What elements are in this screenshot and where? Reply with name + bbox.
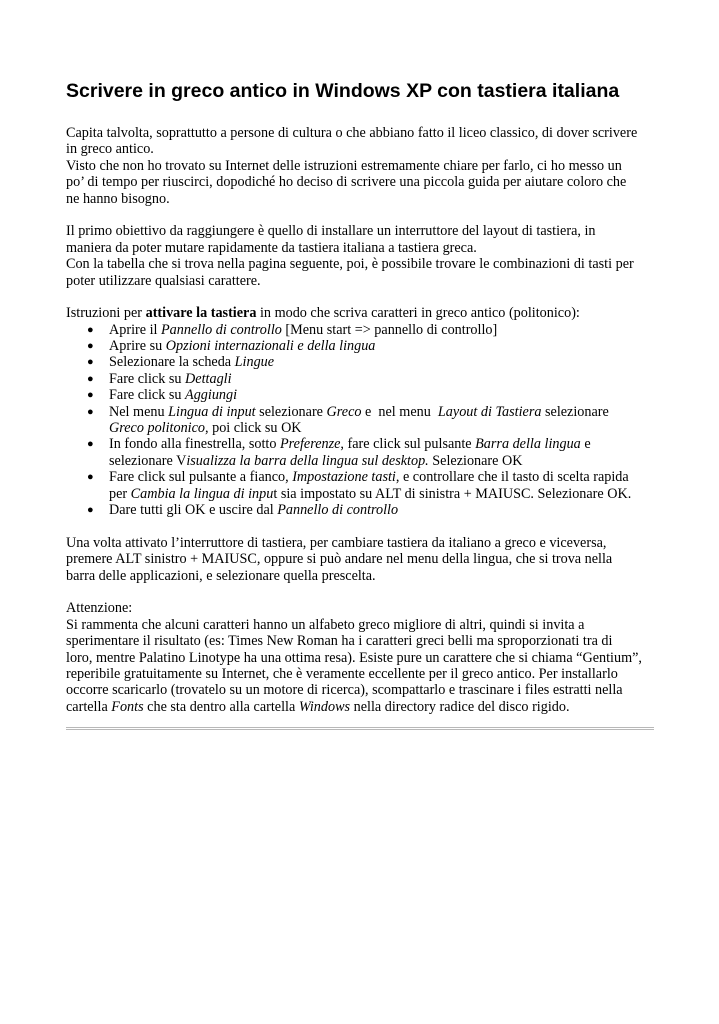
list-item: ● Dare tutti gli OK e uscire dal Pannello di controllo xyxy=(87,501,399,518)
text-line: Si rammenta che alcuni caratteri hanno un alfabeto greco migliore di altri, quindi si invita a xyxy=(66,616,585,633)
bullet-icon: ● xyxy=(87,503,94,516)
list-item: ● In fondo alla finestrella, sotto Preferenze, fare click sul pulsante Barra della lingua e selezionare Visualizza la barra della lingua sul desktop. Selezionare OK xyxy=(87,436,591,469)
list-item: ● Selezionare la scheda Lingue xyxy=(87,354,275,371)
intro-paragraph xyxy=(66,125,666,207)
horizontal-divider xyxy=(66,727,654,730)
steps-list xyxy=(66,322,666,519)
attention-heading: Attenzione: xyxy=(66,600,133,617)
text-line: po’ di tempo per riuscirci, dopodiché ho deciso di scrivere una piccola guida per aiutare coloro che xyxy=(66,174,627,191)
text-line: occorre scaricarlo (trovatelo su un motore di ricerca), scompattarlo e trascinare i files estratti nella xyxy=(66,682,623,699)
switch-usage-paragraph xyxy=(66,535,666,584)
bullet-icon: ● xyxy=(87,340,94,353)
text-line: in greco antico. xyxy=(66,141,154,158)
list-item: ● Fare click sul pulsante a fianco, Impostazione tasti, e controllare che il tasto di scelta rapida per Cambia la lingua di input sia impostato su ALT di sinistra + MAIUSC. Selezionare OK. xyxy=(87,469,632,502)
document-body xyxy=(66,125,666,730)
text-line: ne hanno bisogno. xyxy=(66,190,170,207)
text-line: reperibile gratuitamente su Internet, che è veramente eccellente per il greco antico. Per installarlo xyxy=(66,665,618,682)
text-line: loro, mentre Palatino Linotype ha una ottima resa). Esiste pure un carattere che si chiama “Gentium”, xyxy=(66,649,642,666)
list-item: ● Fare click su Aggiungi xyxy=(87,387,238,404)
text-line: poter utilizzare qualsiasi carattere. xyxy=(66,272,261,289)
instructions-intro: Istruzioni per attivare la tastiera in modo che scriva caratteri in greco antico (politonico): xyxy=(66,305,580,322)
list-item: ● Fare click su Dettagli xyxy=(87,370,232,387)
text-line: sperimentare il risultato (es: Times New Roman ha i caratteri greci belli ma sproporzionati tra di xyxy=(66,633,613,650)
list-item: ● Aprire su Opzioni internazionali e della lingua xyxy=(87,338,376,355)
attention-paragraph xyxy=(66,600,666,715)
bullet-icon: ● xyxy=(87,389,94,402)
bullet-icon: ● xyxy=(87,372,94,385)
list-item: ● Aprire il Pannello di controllo [Menu start => pannello di controllo] xyxy=(87,321,498,338)
text-line: Con la tabella che si trova nella pagina seguente, poi, è possibile trovare le combinazioni di tasti per xyxy=(66,256,634,273)
text-line: Capita talvolta, soprattutto a persone di cultura o che abbiano fatto il liceo classico, di dover scrivere xyxy=(66,125,638,141)
text-line: maniera da poter mutare rapidamente da tastiera italiana a tastiera greca. xyxy=(66,239,477,256)
page-title: Scrivere in greco antico in Windows XP con tastiera italiana xyxy=(66,80,620,102)
text-line: cartella Fonts che sta dentro alla cartella Windows nella directory radice del disco rigido. xyxy=(66,698,570,715)
bullet-icon: ● xyxy=(87,471,94,484)
text-line: barra delle applicazioni, e selezionare quella prescelta. xyxy=(66,567,376,584)
text-line: premere ALT sinistro + MAIUSC, oppure si può andare nel menu della lingua, che si trova nella xyxy=(66,551,613,568)
bullet-icon: ● xyxy=(87,323,94,336)
bullet-icon: ● xyxy=(87,438,94,451)
list-item: ● Nel menu Lingua di input selezionare Greco e nel menu Layout di Tastiera selezionare Greco politonico, poi click su OK xyxy=(87,403,609,437)
bullet-icon: ● xyxy=(87,405,94,418)
text-line: Visto che non ho trovato su Internet delle istruzioni estremamente chiare per farlo, ci ho messo un xyxy=(66,157,622,174)
bullet-icon: ● xyxy=(87,356,94,369)
instructions-bold: attivare la tastiera xyxy=(145,305,257,322)
text-line: Una volta attivato l’interruttore di tastiera, per cambiare tastiera da italiano a greco e viceversa, xyxy=(66,534,607,551)
text-line: Il primo obiettivo da raggiungere è quello di installare un interruttore del layout di tastiera, in xyxy=(66,223,596,240)
layout-switch-paragraph xyxy=(66,223,666,289)
